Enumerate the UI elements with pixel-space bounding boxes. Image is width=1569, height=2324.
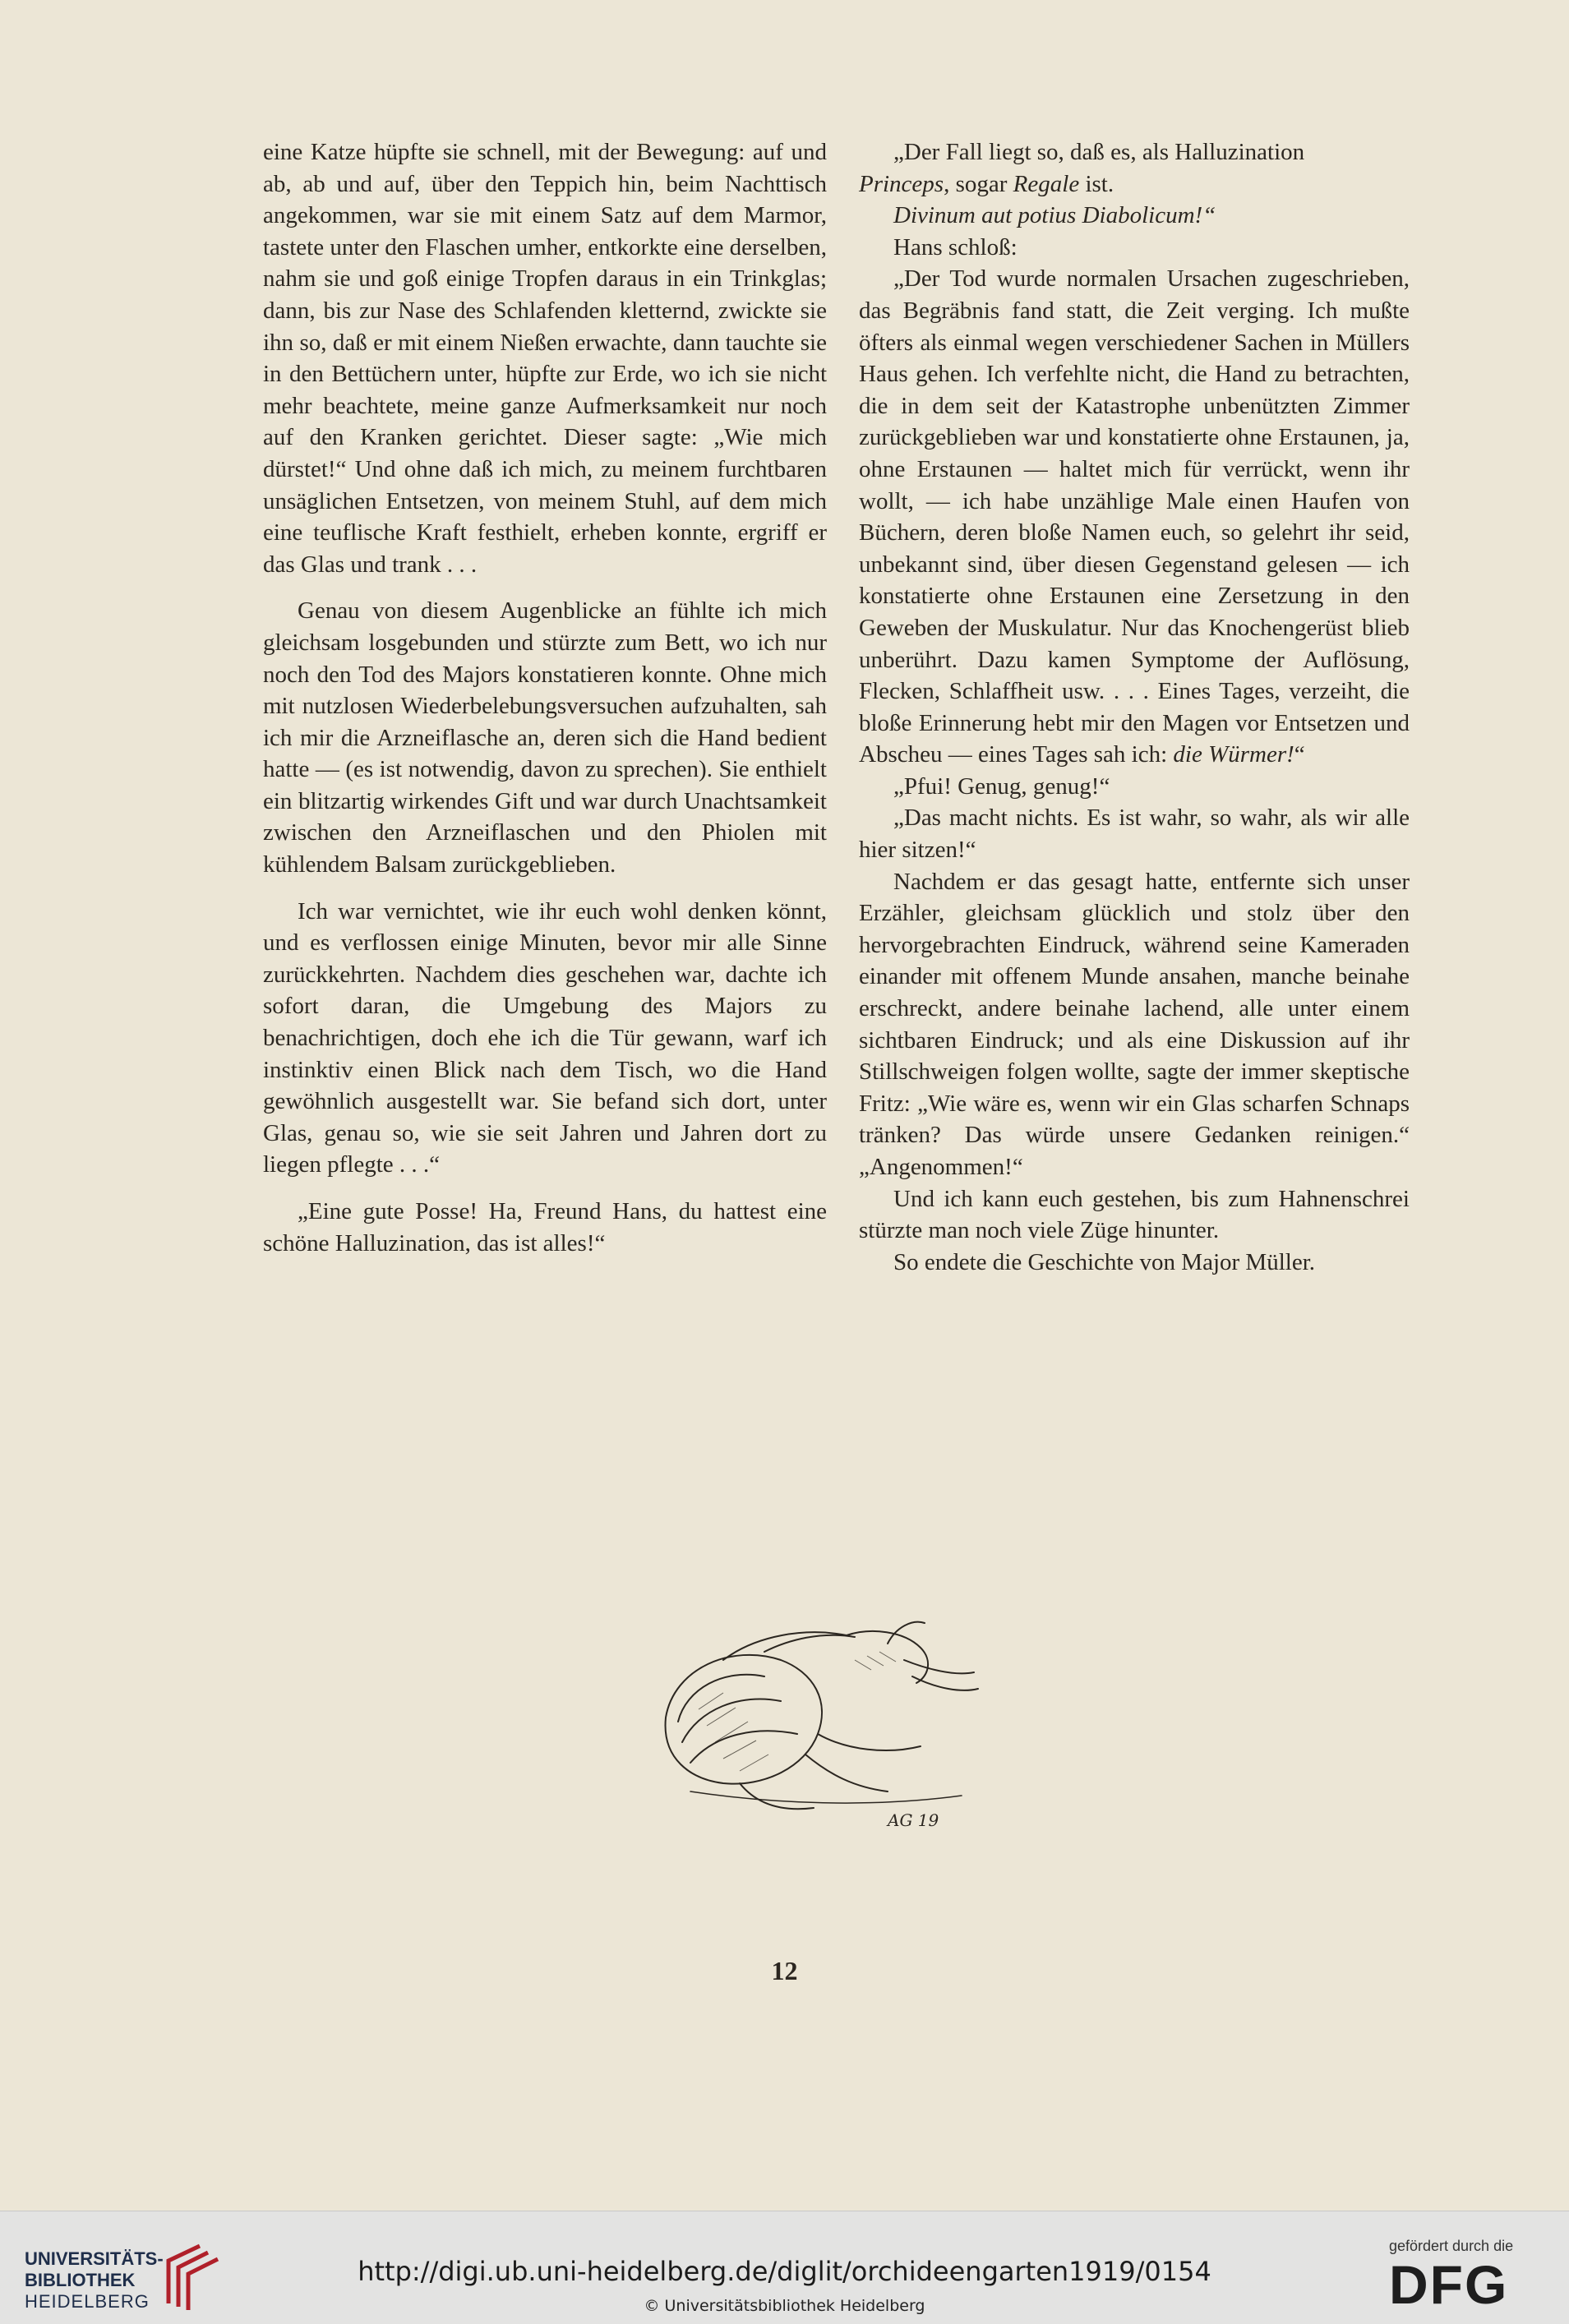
- page-number: 12: [771, 1956, 798, 1985]
- latin-quote: Divinum aut potius Diabolicum!“: [893, 202, 1216, 229]
- paragraph: „Eine gute Posse! Ha, Freund Hans, du hattest eine schöne Halluzination, das ist alles!“: [263, 1198, 827, 1257]
- paragraph: Hans schloß:: [893, 233, 1018, 261]
- paragraph: eine Katze hüpfte sie schnell, mit der Bewegung: auf und ab, ab und auf, über den Teppich hin, beim Nachttisch angekommen, war sie mit einem Satz auf dem Marmor, tastete unter den Flaschen umher, entkorkte eine derselben, nahm sie und goß einige Tropfen daraus in ein Trinkglas; dann, bis zur Nase des Schlafenden kletternd, zwickte sie ihn so, daß er mit einem Nießen erwachte, dann tauchte sie in den Bettüchern unter, hüpfte zur Erde, wo ich sie nicht mehr beachtete, meine ganze Aufmerksamkeit nur noch auf den Kranken gerichtet. Dieser sagte: „Wie mich dürstet!“ Und ohne daß ich mich, zu meinem furchtbaren unsäglichen Entsetzen, von meinem Stuhl, auf dem mich eine teuflische Kraft festhielt, erheben konnte, ergriff er das Glas und trank . . .: [263, 139, 827, 578]
- dfg-logo: DFG: [1389, 2254, 1509, 2315]
- viewer-footer: [0, 2211, 1569, 2324]
- paragraph: „Der Tod wurde normalen Ursachen zugeschrieben, das Begräbnis fand statt, die Zeit verging. Ich mußte öfters als einmal wegen verschiedener Sachen in Müllers Haus gehen. Ich verfehlte nicht, die Hand zu betrachten, die in dem seit der Katastrophe unbenützten Zimmer zurückgeblieben war und konstatierte ohne Erstaunen, ja, ohne Erstaunen — haltet mich für verrückt, wenn ihr wollt, — ich habe unzählige Male einen Haufen von Büchern, deren bloße Namen euch, so gelehrt ihr seid, unbekannt sind, über diesen Gegenstand gelesen — ich konstatierte ohne Erstaunen eine Zersetzung in den Geweben der Muskulatur. Nur das Knochengerüst blieb unberührt. Dazu kamen Symptome der Auflösung, Flecken, Schlaffheit usw. . . . Eines Tages, verzeiht, die bloße Erinnerung hebt mir den Magen vor Entsetzen und Abscheu — eines Tages sah ich: die Würmer!“: [859, 265, 1410, 768]
- paragraph: Und ich kann euch gestehen, bis zum Hahnenschrei stürzte man noch viele Züge hinunter.: [859, 1185, 1410, 1244]
- library-logo-text: UNIVERSITÄTS- BIBLIOTHEK HEIDELBERG: [25, 2248, 164, 2312]
- paragraph: „Der Fall liegt so, daß es, als Halluzination Princeps, sogar Regale ist.: [859, 139, 1305, 197]
- copyright-notice: © Universitätsbibliothek Heidelberg: [644, 2297, 925, 2315]
- artist-signature: AG 19: [888, 1810, 939, 1830]
- paragraph: Genau von diesem Augenblicke an fühlte ich mich gleichsam losgebunden und stürzte zum Bett, wo ich nur noch den Tod des Majors konstatieren konnte. Ohne mich mit nutzlosen Wiederbelebungsversuchen aufzuhalten, sah ich mir die Arzneiflasche an, deren sich die Hand bedient hatte — (es ist notwendig, davon zu sprechen). Sie enthielt ein blitzartig wirkendes Gift und war durch Unachtsamkeit zwischen den Arzneiflaschen und den Phiolen mit kühlendem Balsam zurückgeblieben.: [263, 597, 827, 878]
- text-column-left: [263, 136, 827, 1274]
- funding-caption: gefördert durch die: [1389, 2238, 1514, 2254]
- text-column-right: [859, 136, 1410, 1278]
- permalink-url[interactable]: http://digi.ub.uni-heidelberg.de/diglit/orchideengarten1919/0154: [358, 2256, 1211, 2287]
- paragraph: Nachdem er das gesagt hatte, entfernte sich unser Erzähler, gleichsam glücklich und stolz über den hervorgebrachten Eindruck, während seine Kameraden einander mit offenem Munde ansahen, manche beinahe erschreckt, andere beinahe lachend, alle unter einem sichtbaren Eindruck; und als eine Diskussion auf ihr Stillschweigen folgen wollte, sagte der immer skeptische Fritz: „Wie wäre es, wenn wir ein Glas scharfen Schnaps tränken? Das würde unsere Gedanken reinigen.“ „Angenommen!“: [859, 868, 1410, 1180]
- paragraph: Ich war vernichtet, wie ihr euch wohl denken könnt, und es verflossen einige Minuten, bevor mir alle Sinne zurückkehrten. Nachdem dies geschehen war, dachte ich sofort daran, die Umgebung des Majors zu benachrichtigen, doch ehe ich die Tür gewann, warf ich instinktiv einen Blick nach dem Tisch, wo die Hand gewöhnlich ausgestellt war. Sie befand sich dort, unter Glas, genau so, wie sie seit Jahren und Jahren dort zu liegen pflegte . . .“: [263, 897, 827, 1178]
- paragraph: „Pfui! Genug, genug!“: [893, 772, 1110, 800]
- paragraph: So endete die Geschichte von Major Müller.: [893, 1248, 1316, 1275]
- paragraph: „Das macht nichts. Es ist wahr, so wahr, als wir alle hier sitzen!“: [859, 805, 1410, 864]
- ink-illustration: [641, 1611, 994, 1833]
